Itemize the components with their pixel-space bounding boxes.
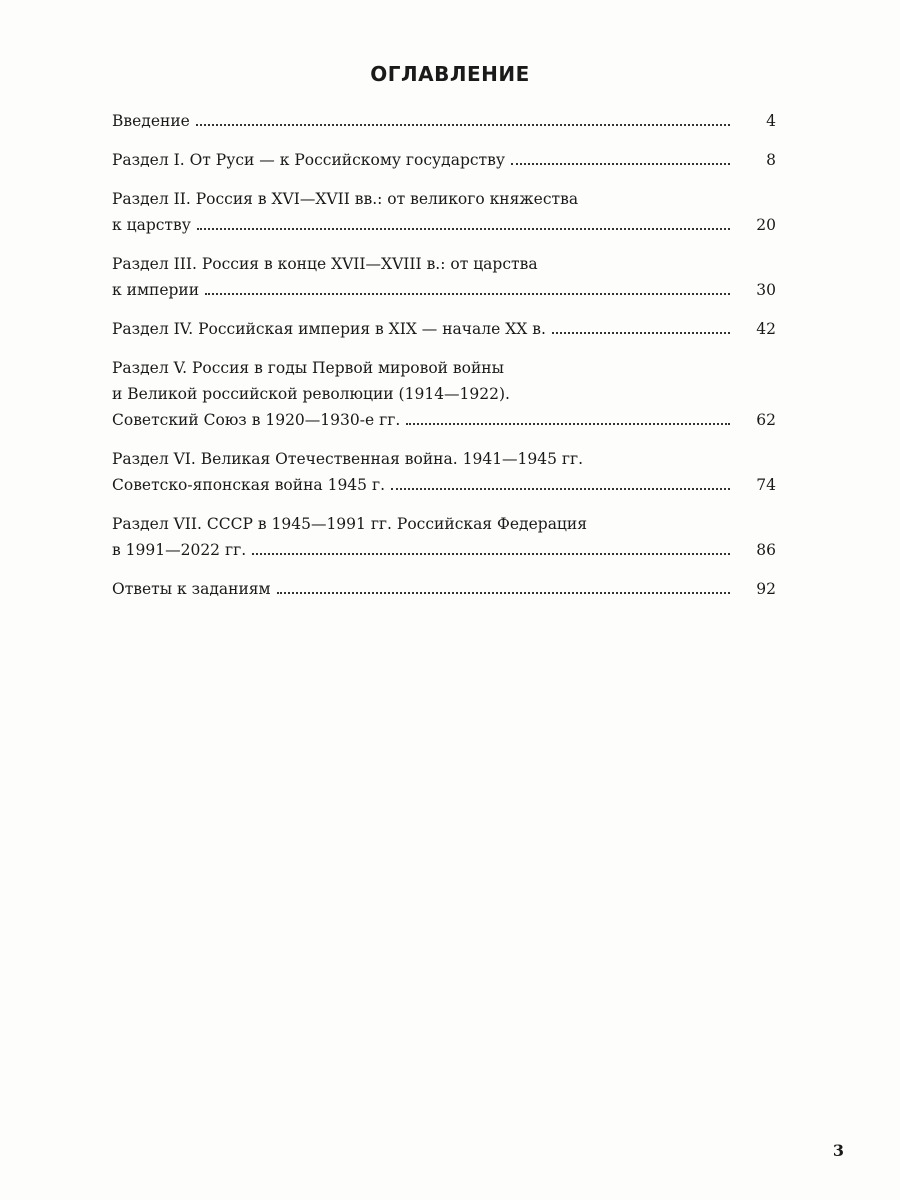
toc-entry-line: Раздел II. Россия в XVI—XVII вв.: от великого княжества [112,190,579,208]
toc-entry-line: Советско-японская война 1945 г. [112,476,385,494]
toc-page-number: 42 [756,320,776,338]
toc-entry-line: в 1991—2022 гг. [112,541,247,559]
toc-entry-line: Введение [112,112,190,130]
toc-entry [112,186,776,238]
toc-page-number: 4 [766,112,776,130]
toc-entry-last-line [112,472,776,498]
toc-entry-line: Раздел VI. Великая Отечественная война. 1941—1945 гг. [112,450,584,468]
toc-entry-line: Раздел III. Россия в конце XVII—XVIII в.: от царства [112,255,538,273]
toc-entry [112,147,776,173]
toc-entry [112,251,776,303]
toc-page-number: 62 [756,411,776,429]
dot-leader [205,293,730,295]
page-number: 3 [832,1141,844,1160]
toc-entry-line: к империи [112,281,200,299]
page-title: ОГЛАВЛЕНИЕ [370,62,530,86]
toc-entry [112,511,776,563]
toc-entry-last-line [112,147,776,173]
toc-entry-last-line [112,277,776,303]
toc-entry-line: к царству [112,216,191,234]
toc-page-number: 20 [756,216,776,234]
dot-leader [552,332,730,334]
toc-entry [112,576,776,602]
toc-entry [112,355,776,433]
toc-page-number: 86 [756,541,776,559]
toc-entry-last-line [112,407,776,433]
toc-entry-line: Раздел I. От Руси — к Российскому государству [112,151,505,169]
toc-entry-last-line [112,316,776,342]
toc-entry [112,316,776,342]
toc-page-number: 74 [756,476,776,494]
dot-leader [277,592,730,594]
toc-entry-last-line [112,537,776,563]
toc-page-number: 92 [756,580,776,598]
toc-entry-line: Ответы к заданиям [112,580,271,598]
toc-entry-line: и Великой российской революции (1914—1922). [112,385,510,403]
toc-entry-last-line [112,576,776,602]
toc-entry-last-line [112,108,776,134]
table-of-contents [112,108,776,615]
dot-leader [196,124,730,126]
toc-page-number: 8 [766,151,776,169]
toc-page-number: 30 [756,281,776,299]
dot-leader [511,163,730,165]
toc-entry-line: Советский Союз в 1920—1930-е гг. [112,411,401,429]
toc-entry-last-line [112,212,776,238]
dot-leader [406,423,730,425]
dot-leader [391,488,730,490]
toc-entry-line: Раздел VII. СССР в 1945—1991 гг. Российская Федерация [112,515,588,533]
toc-entry-line: Раздел V. Россия в годы Первой мировой войны [112,359,504,377]
toc-entry [112,108,776,134]
toc-entry-line: Раздел IV. Российская империя в XIX — начале XX в. [112,320,546,338]
dot-leader [252,553,730,555]
toc-entry [112,446,776,498]
dot-leader [197,228,730,230]
